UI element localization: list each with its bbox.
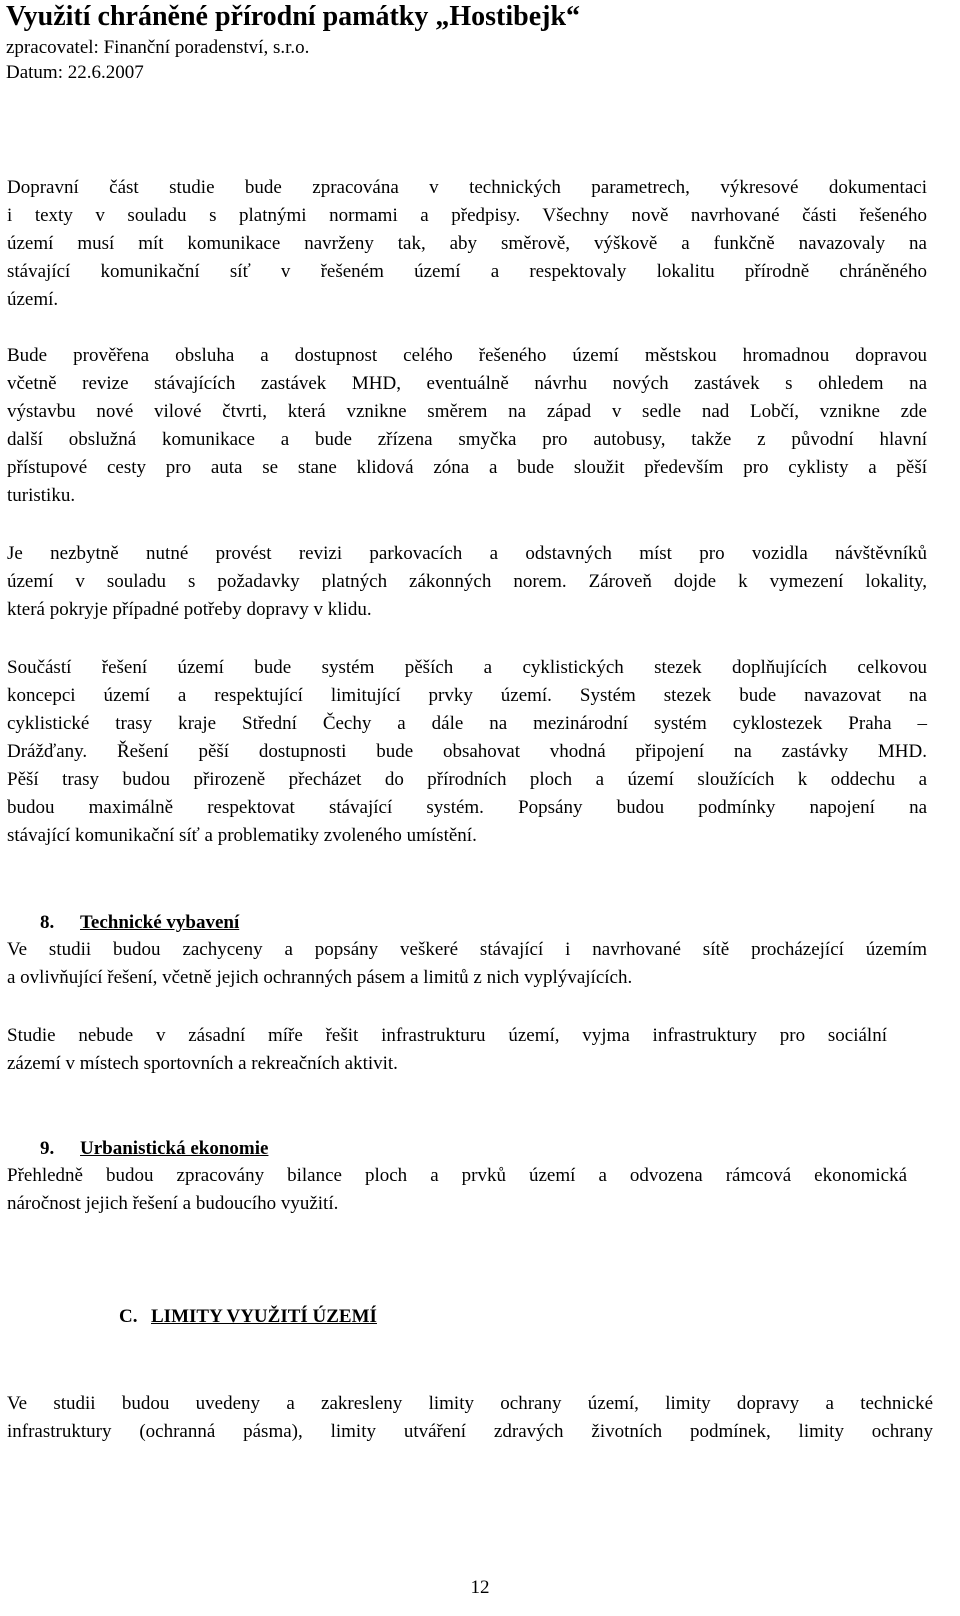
paragraph-tech-1 [7,936,927,992]
section-number: C. [119,1306,138,1327]
section-heading-c [119,1304,377,1330]
text-line: včetně revize stávajících zastávek MHD, eventuálně návrhu nových zastávek s ohledem na [7,373,927,394]
text-line: Dopravní část studie bude zpracována v technických parametrech, výkresové dokumentaci [7,177,927,198]
text-line: která pokryje případné potřeby dopravy v klidu. [7,599,372,620]
text-line: cyklistické trasy kraje Střední Čechy a dále na mezinárodní systém cyklostezek Praha – [7,713,927,734]
section-number: 9. [40,1138,55,1159]
paragraph-public-transport [7,342,927,510]
paragraph-tech-2 [7,1022,887,1078]
section-title: LIMITY VYUŽITÍ ÚZEMÍ [151,1306,377,1327]
text-line: Součástí řešení území bude systém pěších a cyklistických stezek doplňujících celkovou [7,657,927,678]
paragraph-paths [7,654,927,850]
document-author: zpracovatel: Finanční poradenství, s.r.o. [6,37,310,58]
text-line: koncepci území a respektující limitující prvky území. Systém stezek bude navazovat na [7,685,927,706]
text-line: infrastruktury (ochranná pásma), limity utváření zdravých životních podmínek, limity ochrany [7,1421,933,1442]
text-line: Ve studii budou uvedeny a zakresleny limity ochrany území, limity dopravy a technické [7,1393,933,1414]
text-line: Bude prověřena obsluha a dostupnost celého řešeného území městskou hromadnou dopravou [7,345,927,366]
text-line: území musí mít komunikace navrženy tak, aby směrově, výškově a funkčně navazovaly na [7,233,927,254]
text-line: budou maximálně respektovat stávající systém. Popsány budou podmínky napojení na [7,797,927,818]
text-line: Přehledně budou zpracovány bilance ploch a prvků území a odvozena rámcová ekonomická [7,1165,907,1186]
paragraph-transport-intro [7,174,927,314]
paragraph-economy [7,1162,907,1218]
section-title: Technické vybavení [80,912,240,933]
section-number: 8. [40,912,55,933]
section-title: Urbanistická ekonomie [80,1138,269,1159]
text-line: území v souladu s požadavky platných zákonných norem. Zároveň dojde k vymezení lokality, [7,571,927,592]
section-heading-8 [40,910,239,936]
text-line: Drážďany. Řešení pěší dostupnosti bude obsahovat vhodná připojení na zastávky MHD. [7,741,927,762]
text-line: i texty v souladu s platnými normami a předpisy. Všechny nově navrhované části řešeného [7,205,927,226]
section-heading-9 [40,1136,268,1162]
text-line: náročnost jejich řešení a budoucího využití. [7,1193,339,1214]
text-line: Pěší trasy budou přirozeně přecházet do přírodních ploch a území sloužících k oddechu a [7,769,927,790]
text-line: a ovlivňující řešení, včetně jejich ochranných pásem a limitů z nich vyplývajících. [7,967,633,988]
text-line: další obslužná komunikace a bude zřízena smyčka pro autobusy, takže z původní hlavní [7,429,927,450]
text-line: stávající komunikační síť a problematiky zvoleného umístění. [7,825,477,846]
text-line: Ve studii budou zachyceny a popsány veškeré stávající i navrhované sítě procházející územím [7,939,927,960]
text-line: přístupové cesty pro auta se stane klidová zóna a bude sloužit především pro cyklisty a pěší [7,457,927,478]
document-date: Datum: 22.6.2007 [6,62,144,83]
text-line: stávající komunikační síť v řešeném území a respektovaly lokalitu přírodně chráněného [7,261,927,282]
text-line: území. [7,289,59,310]
paragraph-parking [7,540,927,624]
page-number: 12 [470,1577,490,1598]
text-line: zázemí v místech sportovních a rekreačních aktivit. [7,1053,398,1074]
paragraph-limits [7,1390,933,1446]
text-line: Je nezbytně nutné provést revizi parkovacích a odstavných míst pro vozidla návštěvníků [7,543,927,564]
text-line: výstavbu nové vilové čtvrti, která vznikne směrem na západ v sedle nad Lobčí, vznikne zde [7,401,927,422]
text-line: turistiku. [7,485,76,506]
text-line: Studie nebude v zásadní míře řešit infrastrukturu území, vyjma infrastruktury pro sociální [7,1025,887,1046]
document-title: Využití chráněné přírodní památky „Hostibejk“ [6,1,581,32]
